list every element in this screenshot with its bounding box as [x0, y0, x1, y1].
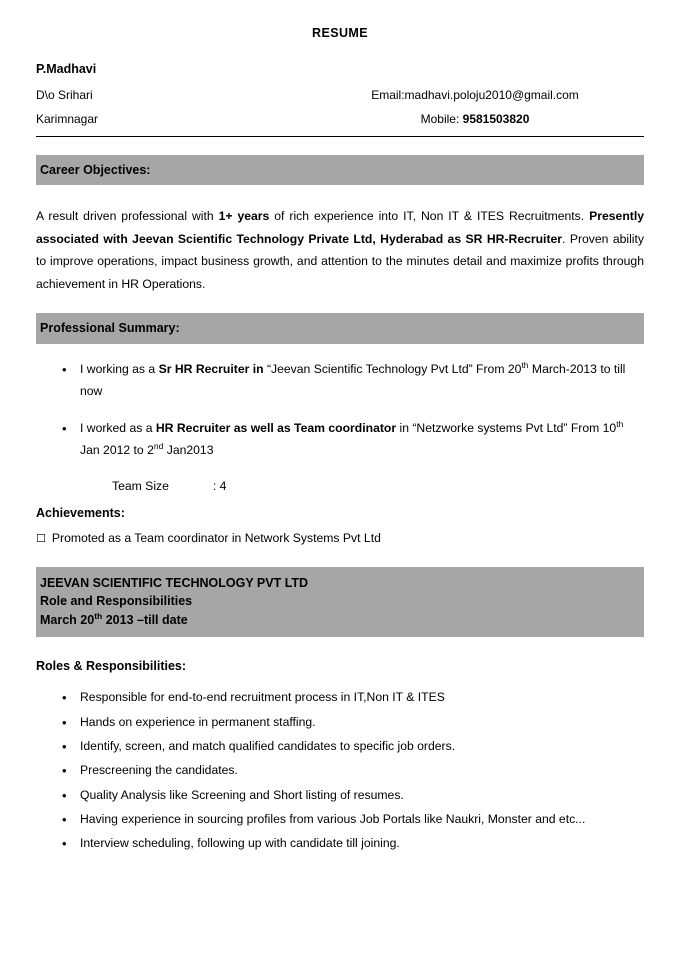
candidate-name: P.Madhavi — [36, 62, 97, 76]
summary-2-text-c: in “Netzworke systems Pvt Ltd” From 10 — [396, 420, 617, 435]
page-title: RESUME — [312, 26, 368, 40]
team-size-label: Team Size — [112, 478, 169, 493]
summary-2-role-bold: HR Recruiter as well as Team coordinator — [155, 420, 397, 435]
company-duration — [40, 610, 638, 629]
team-size-value: : 4 — [212, 478, 227, 493]
team-size-row — [112, 476, 644, 498]
achievement-item — [36, 528, 644, 549]
email-address[interactable]: Email:madhavi.poloju2010@gmail.com — [371, 88, 579, 102]
career-text-5: . Proven ability to improve operations, impact business growth, and attention to the minutes detail and maximize profits through achievement in HR Operations. — [36, 231, 644, 291]
contact-row-2 — [36, 112, 644, 126]
contact-row-1 — [36, 88, 644, 102]
summary-1-sup: th — [521, 359, 529, 370]
summary-2-text-a: I worked as a — [80, 420, 156, 435]
mobile-label: Mobile: — [420, 112, 460, 126]
roles-responsibilities-list — [36, 687, 644, 854]
company-duration-sup: th — [94, 610, 103, 621]
square-bullet-icon: ☐ — [36, 531, 46, 545]
list-item — [80, 358, 644, 403]
section-heading-professional-summary: Professional Summary: — [36, 313, 644, 343]
company-role-label: Role and Responsibilities — [40, 593, 193, 608]
city-name: Karimnagar — [36, 112, 99, 126]
professional-summary-list — [36, 358, 644, 462]
list-item: • Prescreening the candidates. — [80, 760, 644, 781]
summary-2-text-d: Jan 2012 to 2 — [80, 443, 154, 458]
mobile-number — [306, 112, 644, 126]
section-heading-career-objectives: Career Objectives: — [36, 155, 644, 185]
summary-2-text-e: Jan2013 — [163, 443, 214, 458]
list-item: • Hands on experience in permanent staffing. — [80, 712, 644, 733]
header-divider — [36, 136, 644, 137]
list-item: • Quality Analysis like Screening and Short listing of resumes. — [80, 785, 644, 806]
summary-1-text-c: “Jeevan Scientific Technology Pvt Ltd” From 20 — [263, 361, 522, 376]
company-name: JEEVAN SCIENTIFIC TECHNOLOGY PVT LTD — [40, 575, 309, 590]
list-item: • Having experience in sourcing profiles from various Job Portals like Naukri, Monster and etc... — [80, 809, 644, 830]
company-experience-band — [36, 567, 644, 638]
summary-2-sup-1: th — [616, 418, 624, 429]
section-heading-achievements: Achievements: — [36, 505, 125, 520]
list-item: • Responsible for end-to-end recruitment process in IT,Non IT & ITES — [80, 687, 644, 708]
list-item — [80, 417, 644, 462]
list-item: • Interview scheduling, following up with candidate till joining. — [80, 833, 644, 854]
mobile-value: 9581503820 — [462, 112, 530, 126]
achievement-text: Promoted as a Team coordinator in Network Systems Pvt Ltd — [51, 530, 381, 545]
career-text-4-bold: Presently associated with Jeevan Scientific Technology Private Ltd, Hyderabad as SR HR-Recruiter — [36, 209, 644, 246]
guardian-name: D\o Srihari — [36, 88, 93, 102]
section-heading-roles-responsibilities: Roles & Responsibilities: — [36, 659, 187, 674]
summary-1-text-a: I working as a — [80, 361, 159, 376]
summary-1-text-d: March-2013 to till now — [80, 361, 626, 399]
career-objectives-paragraph — [36, 205, 644, 295]
career-text-3: of rich experience into IT, Non IT & ITES Recruitments. — [269, 209, 590, 224]
career-text-2-bold: 1+ years — [218, 209, 270, 224]
summary-2-sup-2: nd — [153, 441, 164, 452]
company-duration-b: 2013 –till date — [102, 613, 188, 628]
list-item: • Identify, screen, and match qualified candidates to specific job orders. — [80, 736, 644, 757]
summary-1-role-bold: Sr HR Recruiter in — [158, 361, 264, 376]
company-duration-a: March 20 — [40, 613, 95, 628]
career-text-1: A result driven professional with — [36, 209, 219, 224]
